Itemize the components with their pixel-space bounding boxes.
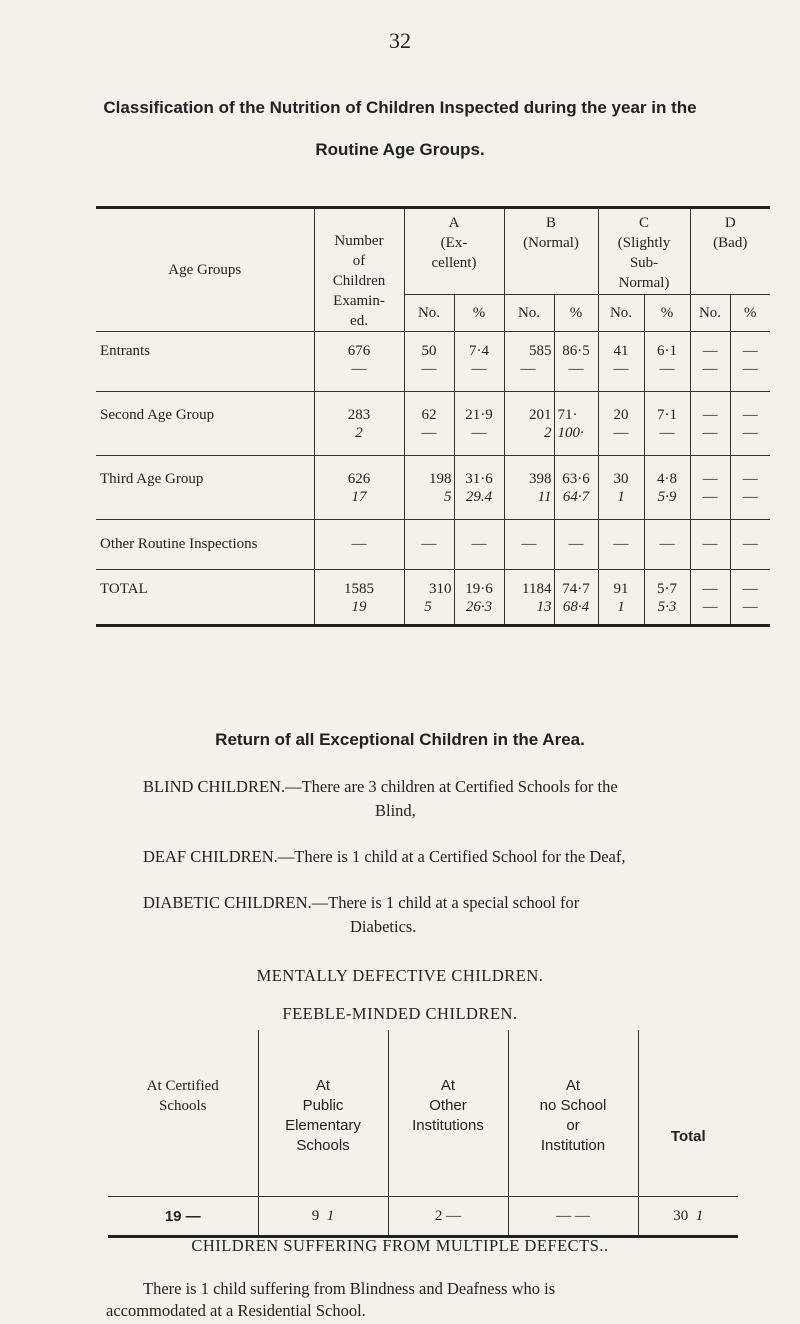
cell-value: 17 bbox=[351, 489, 367, 505]
cell-value: 30 1 bbox=[638, 1197, 738, 1237]
row-label: Other Routine Inspections bbox=[96, 520, 314, 570]
cell-value: — bbox=[644, 520, 690, 570]
cell-value: 198 bbox=[429, 471, 452, 487]
multiple-defects-heading: CHILDREN SUFFERING FROM MULTIPLE DEFECTS.. bbox=[191, 1236, 609, 1255]
cell-value: — bbox=[702, 361, 718, 377]
cell-value: 5·9 bbox=[657, 489, 677, 505]
cell-value: — bbox=[702, 471, 718, 487]
subheader-pct: % bbox=[454, 295, 504, 332]
cell-value: 7·4 bbox=[469, 343, 489, 359]
cell-value: 585 bbox=[529, 343, 552, 359]
table-header-row bbox=[108, 1030, 738, 1197]
cell-value: 11 bbox=[537, 489, 552, 505]
cell-value: 283 bbox=[347, 407, 371, 423]
cell-value: — bbox=[742, 407, 758, 423]
row-label: Entrants bbox=[96, 332, 314, 392]
cell-value: 19 bbox=[351, 599, 367, 615]
cell-value: — bbox=[659, 425, 675, 441]
cell-value: — bbox=[702, 343, 718, 359]
subheader-pct: % bbox=[554, 295, 598, 332]
cell-value: 5 bbox=[444, 489, 452, 505]
cell-value: 1 bbox=[617, 489, 625, 505]
cell-value: — bbox=[613, 425, 629, 441]
cell-value: 9 1 bbox=[258, 1197, 388, 1237]
deaf-children: DEAF CHILDREN.—There is 1 child at a Certified School for the Deaf, bbox=[143, 847, 626, 866]
cell-value: — bbox=[404, 520, 454, 570]
mentally-defective-heading: MENTALLY DEFECTIVE CHILDREN. bbox=[256, 966, 544, 985]
feeble-minded-table bbox=[108, 1030, 738, 1238]
cell-value: 31·6 bbox=[465, 471, 493, 487]
table-row bbox=[96, 456, 770, 520]
multiple-defects-text-line2: accommodated at a Residential School. bbox=[106, 1301, 366, 1320]
cell-value: 26·3 bbox=[465, 599, 493, 615]
exceptional-title: Return of all Exceptional Children in the Area. bbox=[215, 730, 585, 749]
cell-value: 6·1 bbox=[657, 343, 677, 359]
cell-value: — bbox=[314, 520, 404, 570]
cell-value: 1585 bbox=[344, 581, 374, 597]
cell-value: — bbox=[742, 361, 758, 377]
cell-value: 63·6 bbox=[562, 471, 590, 487]
cell-value: — bbox=[742, 581, 758, 597]
cell-value: — bbox=[471, 425, 487, 441]
cell-value: — — bbox=[508, 1197, 638, 1237]
subheader-pct: % bbox=[644, 295, 690, 332]
row-label: Second Age Group bbox=[96, 392, 314, 456]
header-other-institutions: At Other Institutions bbox=[388, 1030, 508, 1197]
cell-value: — bbox=[702, 581, 718, 597]
table-row bbox=[96, 332, 770, 392]
cell-value: 5·7 bbox=[657, 581, 677, 597]
cell-value: — bbox=[421, 361, 437, 377]
header-public-elementary: At Public Elementary Schools bbox=[258, 1030, 388, 1197]
cell-value: 2 — bbox=[388, 1197, 508, 1237]
subheader-no: No. bbox=[504, 295, 554, 332]
header-number-examined: Number of Children Examin- ed. bbox=[314, 208, 404, 332]
cell-value: — bbox=[742, 599, 758, 615]
cell-value: 20 bbox=[613, 407, 629, 423]
subheader-no: No. bbox=[690, 295, 730, 332]
cell-value: 13 bbox=[536, 599, 552, 615]
diabetic-children-line1: DIABETIC CHILDREN.—There is 1 child at a special school for bbox=[143, 893, 580, 912]
cell-value: — bbox=[702, 425, 718, 441]
cell-value: — bbox=[702, 489, 718, 505]
table-row bbox=[108, 1197, 738, 1237]
cell-value: — bbox=[504, 520, 554, 570]
cell-value: 7·1 bbox=[657, 407, 677, 423]
cell-value: — bbox=[742, 489, 758, 505]
cell-value: 86·5 bbox=[562, 343, 590, 359]
cell-value: 676 bbox=[347, 343, 371, 359]
cell-value: — bbox=[613, 361, 629, 377]
cell-value: — bbox=[421, 425, 437, 441]
nutrition-title-line1: Classification of the Nutrition of Children Inspected during the year in the bbox=[103, 98, 697, 117]
cell-value: — bbox=[568, 361, 584, 377]
multiple-defects-text-line1: There is 1 child suffering from Blindness and Deafness who is bbox=[143, 1279, 556, 1298]
cell-value: — bbox=[742, 343, 758, 359]
cell-value: 30 bbox=[613, 471, 629, 487]
subheader-no: No. bbox=[404, 295, 454, 332]
cell-value: — bbox=[659, 361, 675, 377]
cell-value: 2 bbox=[544, 425, 552, 441]
cell-value: 68·4 bbox=[562, 599, 590, 615]
header-no-school: At no School or Institution bbox=[508, 1030, 638, 1197]
cell-value: 2 bbox=[355, 425, 363, 441]
cell-value: — bbox=[742, 425, 758, 441]
cell-value: 91 bbox=[613, 581, 629, 597]
cell-value: 5 bbox=[424, 599, 432, 615]
cell-value: 29.4 bbox=[465, 489, 493, 505]
header-certified-schools: At Certified Schools bbox=[108, 1030, 258, 1197]
cell-value: 201 bbox=[529, 407, 552, 423]
header-age-groups: Age Groups bbox=[168, 262, 242, 278]
cell-value: 398 bbox=[529, 471, 552, 487]
cell-value: — bbox=[471, 361, 487, 377]
cell-value: 100· bbox=[557, 425, 584, 441]
cell-value: 1 bbox=[617, 599, 625, 615]
table-header-row bbox=[96, 208, 770, 295]
header-total: Total bbox=[638, 1030, 738, 1197]
page-number: 32 bbox=[389, 28, 411, 53]
header-b-normal: B (Normal) bbox=[504, 208, 598, 295]
cell-value: — bbox=[730, 520, 770, 570]
nutrition-table bbox=[96, 206, 770, 627]
cell-value: 21·9 bbox=[465, 407, 493, 423]
blind-children-line1: BLIND CHILDREN.—There are 3 children at Certified Schools for the bbox=[143, 777, 618, 796]
cell-value: 62 bbox=[421, 407, 437, 423]
cell-value: 71· bbox=[557, 407, 578, 423]
feeble-minded-heading: FEEBLE-MINDED CHILDREN. bbox=[282, 1004, 518, 1023]
blind-children-line2: Blind, bbox=[375, 801, 416, 820]
header-c-slightly-subnormal: C (Slightly Sub- Normal) bbox=[598, 208, 690, 295]
row-label: TOTAL bbox=[100, 581, 148, 597]
header-a-excellent: A (Ex- cellent) bbox=[404, 208, 504, 295]
subheader-no: No. bbox=[598, 295, 644, 332]
cell-value: — bbox=[351, 361, 367, 377]
subheader-pct: % bbox=[730, 295, 770, 332]
cell-value: — bbox=[554, 520, 598, 570]
cell-value: 310 bbox=[429, 581, 452, 597]
cell-value: — bbox=[598, 520, 644, 570]
table-row-total bbox=[96, 570, 770, 626]
cell-value: 626 bbox=[347, 471, 371, 487]
table-row bbox=[96, 520, 770, 570]
cell-value: — bbox=[454, 520, 504, 570]
cell-value: 1184 bbox=[522, 581, 552, 597]
cell-value: 19 — bbox=[164, 1207, 201, 1225]
nutrition-title-line2: Routine Age Groups. bbox=[315, 140, 485, 159]
cell-value: — bbox=[702, 599, 718, 615]
diabetic-children-line2: Diabetics. bbox=[350, 917, 417, 936]
cell-value: 50 bbox=[421, 343, 437, 359]
cell-value: 5·3 bbox=[657, 599, 677, 615]
cell-value: — bbox=[742, 471, 758, 487]
header-d-bad: D (Bad) bbox=[690, 208, 770, 295]
cell-value: 74·7 bbox=[562, 581, 590, 597]
cell-value: 64·7 bbox=[562, 489, 590, 505]
table-row bbox=[96, 392, 770, 456]
cell-value: 19·6 bbox=[465, 581, 493, 597]
cell-value: — bbox=[690, 520, 730, 570]
cell-value: — bbox=[702, 407, 718, 423]
cell-value: — bbox=[520, 361, 536, 377]
cell-value: 41 bbox=[613, 343, 629, 359]
row-label: Third Age Group bbox=[96, 456, 314, 520]
cell-value: 4·8 bbox=[657, 471, 677, 487]
